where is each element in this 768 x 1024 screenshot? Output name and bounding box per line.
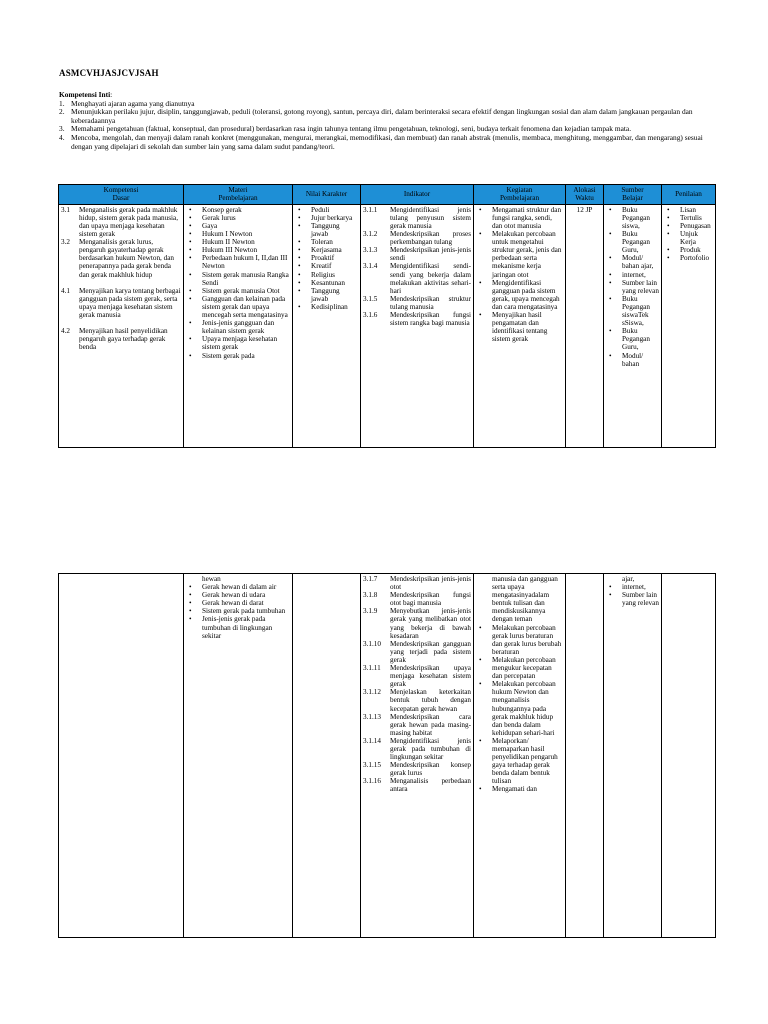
list-item: • Perbedaan hukum I, II,dan III Newton	[189, 254, 288, 271]
list-item: • Melakukan percobaan hukum Newton dan menganalisis hubungannya pada gerak makhluk hidup dan benda dalam kehidupan sehari-hari	[479, 680, 556, 737]
cell-indikator	[361, 574, 474, 938]
ki-item: 3. Memahami pengetahuan (faktual, konseptual, dan prosedural) berdasarkan rasa ingin tahunya tentang ilmu pengetahuan, teknologi, seni, budaya terkait fenomena dan kejadian tampak mata.	[59, 124, 632, 134]
list-item: • Sumber lain yang relevan	[609, 591, 659, 608]
cell-materi	[184, 204, 293, 447]
list-item: • Melakukan percobaan gerak lurus beraturan dan gerak lurus berubah beraturan	[479, 623, 562, 656]
kompetensi-inti-section	[59, 91, 714, 151]
list-item: • Gerak hewan di dalam air	[189, 583, 277, 592]
list-item: • Tanggung jawab	[298, 286, 340, 303]
indikator-item: 3.1.16 Menganalisis perbedaan antara	[363, 777, 471, 794]
list-item: • internet,	[609, 270, 646, 279]
list-item: manusia dan gangguan serta upaya mengatasinyadalam bentuk tulisan dan mendiskusikannya dengan teman	[492, 575, 558, 624]
header-penilaian: Penilaian	[662, 185, 716, 205]
kd-item: 3.1 Menganalisis gerak pada makhluk hidup, sistem gerak pada manusia, dan upaya menjaga kesehatan sistem gerak	[61, 205, 179, 239]
list-item: • Lisan	[667, 205, 696, 214]
kd-item: 4.1 Menyajikan karya tentang berbagai gangguan pada sistem gerak, serta upaya menjaga kesehatan sistem gerak manusia	[61, 286, 181, 319]
list-item: • Melaporkan/ memaparkan hasil penyelidikan pengaruh gaya terhadap gerak benda dalam bentuk tulisan	[479, 736, 558, 786]
list-item: • Modul/ bahan	[609, 351, 644, 368]
indikator-item: 3.1.15 Mendeskripsikan konsep gerak lurus	[363, 761, 471, 778]
cell-materi	[184, 574, 293, 938]
rpp-table-page-1	[58, 184, 716, 448]
rpp-table-page-2	[58, 573, 716, 938]
list-item: • Sumber lain yang relevan	[609, 278, 659, 295]
indikator-item: 3.1.10 Mendeskripsikan gangguan yang terjadi pada sistem gerak	[363, 639, 471, 664]
list-item: • Melakukan percobaan mengukur kecepatan dan percepatan	[479, 655, 556, 681]
list-item: • Portofolio	[667, 254, 710, 263]
indikator-item: 3.1.11 Mendeskripsikan upaya menjaga kesehatan sistem gerak	[363, 664, 471, 689]
indikator-item: 3.1.14 Mengidentifikasi jenis gerak pada tumbuhan di lingkungan sekitar	[363, 736, 471, 762]
indikator-item: 3.1.8 Mendeskripsikan fungsi otot bagi manusia	[363, 591, 471, 608]
list-item: • Sistem gerak manusia Otot	[189, 286, 280, 295]
cell-nilai-karakter	[293, 574, 361, 938]
list-item: • Penugasan	[667, 222, 711, 230]
list-item: • Produk	[667, 246, 701, 255]
kd-item: 3.2 Menganalisis gerak lurus, pengaruh gayaterhadap gerak berdasarkan hukum Newton, dan penerapannya pada gerak benda dan gerak makhluk hidup	[61, 238, 175, 279]
list-item: • Proaktif	[298, 254, 335, 263]
indikator-item: 3.1.3 Mendeskripsikan jenis-jenis sendi	[363, 246, 471, 263]
list-item: • Modul/ bahan ajar,	[609, 254, 654, 271]
indikator-item: 3.1.4 Mengidentifikasi sendi-sendi yang bekerja dalam melakukan aktivitas sehari-hari	[363, 262, 471, 295]
list-item: • internet,	[609, 583, 646, 592]
list-item: • Jenis-jenis gerak pada tumbuhan di lingkungan sekitar	[189, 615, 273, 640]
cell-sumber	[604, 204, 662, 447]
cell-kompetensi-dasar	[59, 204, 184, 447]
kd-item: 4.2 Menyajikan hasil penyelidikan pengaruh gaya terhadap gerak benda	[61, 327, 168, 352]
list-item: • Peduli	[298, 205, 330, 214]
indikator-item: 3.1.12 Menjelaskan keterkaitan bentuk tubuh dengan kecepatan gerak hewan	[363, 688, 471, 713]
list-item: • Mengidentifikasi gangguan pada sistem gerak, upaya mencegah dan cara mengatasinya	[479, 278, 560, 311]
ki-item: 4. Mencoba, mengolah, dan menyaji dalam ranah konkret (menggunakan, mengurai, merangkai, memodifikasi, dan membuat) dan ranah abstrak (menulis, membaca, menghitung, menggambar, dan mengarang) sesuai dengan yang dipelajari di sekolah dan sumber lain yang sama dalam sudut pandang/teori.	[59, 132, 703, 151]
list-item: • Buku Pegangan Guru,	[609, 230, 650, 255]
list-item: • Sistem gerak pada	[189, 351, 255, 360]
list-item: • Upaya menjaga kesehatan sistem gerak	[189, 335, 278, 352]
list-item: • Religius	[298, 270, 335, 279]
document-title: ASMCVHJASJCVJSAH	[59, 68, 159, 78]
list-item: • Unjuk Kerja	[667, 230, 698, 247]
list-item: • Sistem gerak manusia Rangka Sendi	[189, 270, 289, 287]
list-item: • Buku Pegangan siswa,	[609, 205, 650, 230]
table-row	[59, 574, 716, 938]
header-sumber: Sumber Belajar	[604, 185, 662, 205]
cell-sumber	[604, 574, 662, 938]
header-alokasi: Alokasi Waktu	[566, 185, 604, 205]
cell-nilai-karakter	[293, 204, 361, 447]
list-item: • Buku Pegangan Guru,	[609, 327, 650, 352]
list-item: • Gerak hewan di udara	[189, 591, 266, 600]
list-item: • Kerjasama	[298, 246, 342, 255]
list-item: • Hukum III Newton	[189, 246, 258, 255]
list-item: • Gerak lurus	[189, 213, 236, 222]
list-item: • Mengamati dan	[479, 785, 537, 794]
list-item: • Hukum I Newton	[189, 230, 253, 239]
list-item: • Kedisiplinan	[298, 302, 348, 311]
list-item: • Melakukan percobaan untuk mengetahui struktur gerak, jenis dan perbedaan serta mekanisme kerja jaringan otot	[479, 230, 562, 279]
list-item: • Tanggung jawab	[298, 222, 340, 239]
header-indikator: Indikator	[361, 185, 474, 205]
list-item: • Jujur berkarya	[298, 213, 353, 222]
table-header-row	[59, 185, 716, 205]
list-item: ajar,	[622, 575, 635, 583]
ki-item: 2. Menunjukkan perilaku jujur, disiplin, tanggungjawab, peduli (toleransi, gotong royong), santun, percaya diri, dalam berinteraksi secara efektif dengan lingkungan sosial dan alam dalam jangkauan pergaulan dan keberadaannya	[59, 107, 693, 125]
list-item: • Gaya	[189, 222, 218, 230]
list-item: • Mengamati struktur dan fungsi rangka, sendi, dan otot manusia	[479, 205, 562, 230]
cell-penilaian	[662, 574, 716, 938]
kompetensi-inti-heading: Kompetensi Inti:	[59, 90, 113, 99]
list-item: • Kreatif	[298, 262, 332, 271]
indikator-item: 3.1.5 Mendeskripsikan struktur tulang manusia	[363, 294, 471, 311]
list-item: • Gerak hewan di darat	[189, 599, 264, 608]
cell-kompetensi-dasar	[59, 574, 184, 938]
header-nilai-karakter: Nilai Karakter	[293, 185, 361, 205]
indikator-item: 3.1.7 Mendeskripsikan jenis-jenis otot	[363, 575, 471, 592]
indikator-item: 3.1.2 Mendeskripsikan proses perkembangan tulang	[363, 230, 471, 247]
header-materi: Materi Pembelajaran	[184, 185, 293, 205]
ki-item: 1. Menghayati ajaran agama yang dianutnya	[59, 98, 195, 108]
header-kegiatan: Kegiatan Pembelajaran	[474, 185, 566, 205]
list-item: • Menyajikan hasil pengamatan dan identifikasi tentang sistem gerak	[479, 311, 548, 344]
list-item: • Tertulis	[667, 213, 702, 222]
header-kompetensi-dasar: Kompetensi Dasar	[59, 185, 184, 205]
list-item: • Buku Pegangan siswaTek sSiswa,	[609, 294, 650, 328]
cell-indikator	[361, 204, 474, 447]
list-item: • Hukum II Newton	[189, 238, 255, 247]
list-item: • Toleran	[298, 238, 333, 247]
cell-alokasi: 12 JP	[566, 204, 604, 447]
list-item: • Gangguan dan kelainan pada sistem gerak dan upaya mencegah serta mengatasinya	[189, 294, 288, 320]
cell-alokasi	[566, 574, 604, 938]
indikator-item: 3.1.6 Mendeskripsikan fungsi sistem rangka bagi manusia	[363, 311, 471, 328]
cell-penilaian	[662, 204, 716, 447]
table-row	[59, 204, 716, 447]
list-item: • Konsep gerak	[189, 205, 242, 214]
list-item: • Sistem gerak pada tumbuhan	[189, 607, 286, 616]
indikator-item: 3.1.9 Menyebutkan jenis-jenis gerak yang melibatkan otot yang bekerja di bawah kesadaran	[363, 607, 471, 640]
cell-kegiatan	[474, 204, 566, 447]
list-item: • Jenis-jenis gangguan dan kelainan sistem gerak	[189, 319, 275, 336]
indikator-item: 3.1.13 Mendeskripsikan cara gerak hewan pada masing-masing habitat	[363, 712, 471, 737]
list-item: hewan	[202, 575, 221, 583]
list-item: • Kesantunan	[298, 278, 345, 287]
cell-kegiatan	[474, 574, 566, 938]
indikator-item: 3.1.1 Mengidentifikasi jenis tulang penyusun sistem gerak manusia	[363, 205, 471, 230]
